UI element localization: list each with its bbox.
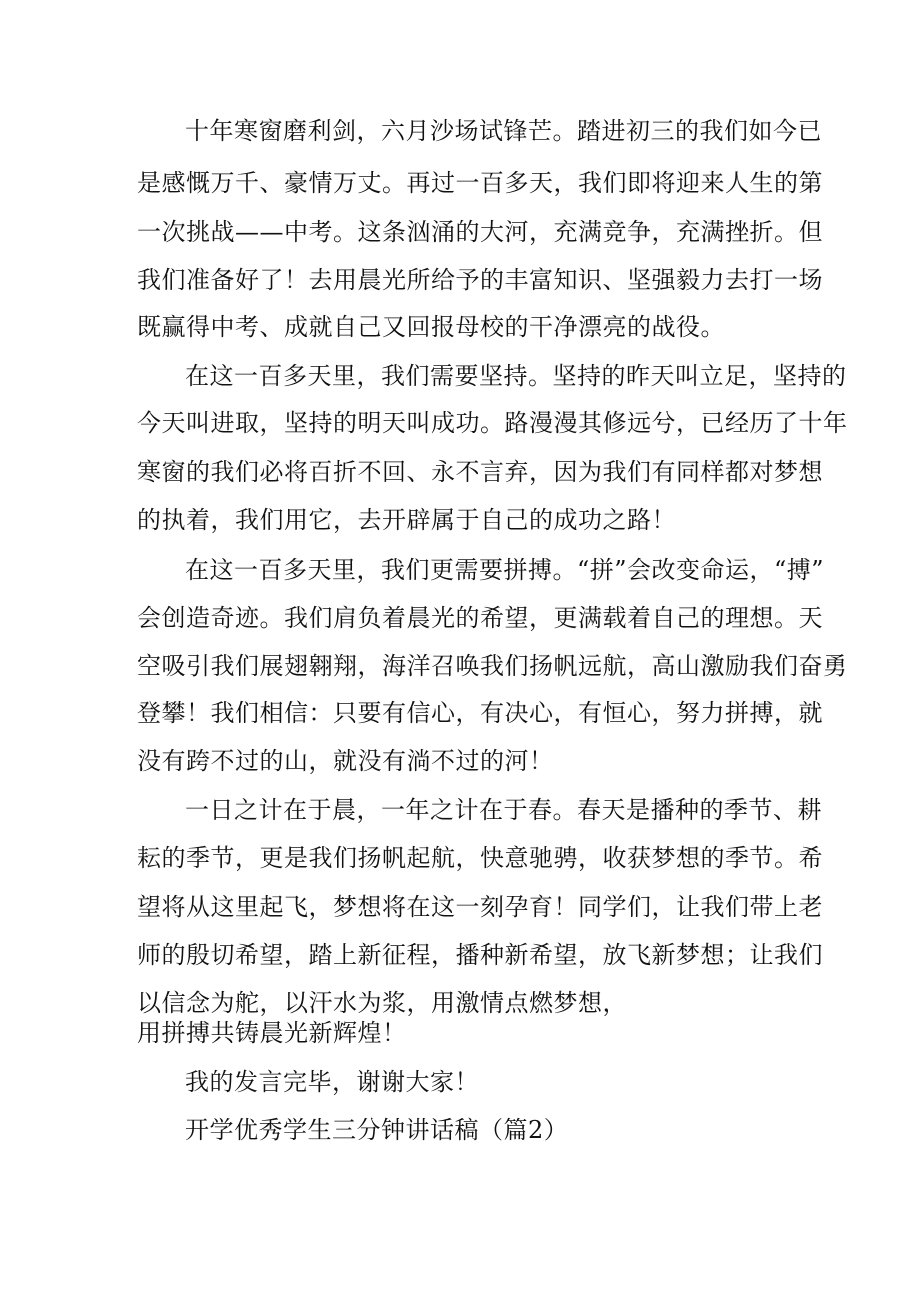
paragraph-1-line-4: 我们准备好了！去用晨光所给予的丰富知识、坚强毅力去打一场 (137, 266, 823, 294)
paragraph-3-line-1: 在这一百多天里，我们更需要拼搏。“拼”会改变命运，“搏” (185, 556, 825, 584)
paragraph-3-line-5: 没有跨不过的山，就没有淌不过的河！ (137, 747, 554, 775)
paragraph-3-line-3: 空吸引我们展翅翱翔，海洋召唤我们扬帆远航，高山激励我们奋勇 (137, 652, 848, 680)
paragraph-2-line-1: 在这一百多天里，我们需要坚持。坚持的昨天叫立足，坚持的 (185, 362, 847, 390)
paragraph-1-line-5: 既赢得中考、成就自己又回报母校的干净漂亮的战役。 (137, 313, 725, 341)
paragraph-4-line-3: 望将从这里起飞，梦想将在这一刻孕育！同学们，让我们带上老 (137, 893, 823, 921)
paragraph-4-line-1: 一日之计在于晨，一年之计在于春。春天是播种的季节、耕 (185, 796, 822, 824)
paragraph-1-line-3: 一次挑战——中考。这条汹涌的大河，充满竞争，充满挫折。但 (137, 218, 823, 246)
paragraph-3-line-2: 会创造奇迹。我们肩负着晨光的希望，更满载着自己的理想。天 (137, 604, 823, 632)
paragraph-1-line-2: 是感慨万千、豪情万丈。再过一百多天，我们即将迎来人生的第 (137, 169, 823, 197)
paragraph-3-line-4: 登攀！我们相信：只要有信心，有决心，有恒心，努力拼搏，就 (137, 699, 823, 727)
paragraph-4-line-2: 耘的季节，更是我们扬帆起航，快意驰骋，收获梦想的季节。希 (137, 844, 823, 872)
paragraph-4-line-5: 以信念为舵，以汗水为浆，用激情点燃梦想， (137, 989, 627, 1017)
paragraph-1-line-1: 十年寒窗磨利剑，六月沙场试锋芒。踏进初三的我们如今已 (185, 117, 822, 145)
paragraph-4-line-4: 师的殷切希望，踏上新征程，播种新希望，放飞新梦想；让我们 (137, 941, 823, 969)
paragraph-2-line-2: 今天叫进取，坚持的明天叫成功。路漫漫其修远兮，已经历了十年 (137, 409, 848, 437)
paragraph-2-line-4: 的执着，我们用它，去开辟属于自己的成功之路！ (137, 506, 676, 534)
paragraph-2-line-3: 寒窗的我们必将百折不回、永不言弃，因为我们有同样都对梦想 (137, 458, 823, 486)
closing-remark: 我的发言完毕，谢谢大家！ (185, 1068, 479, 1096)
paragraph-4-line-6: 用拼搏共铸晨光新辉煌！ (137, 1019, 407, 1047)
section-title: 开学优秀学生三分钟讲话稿（篇2） (185, 1116, 569, 1144)
